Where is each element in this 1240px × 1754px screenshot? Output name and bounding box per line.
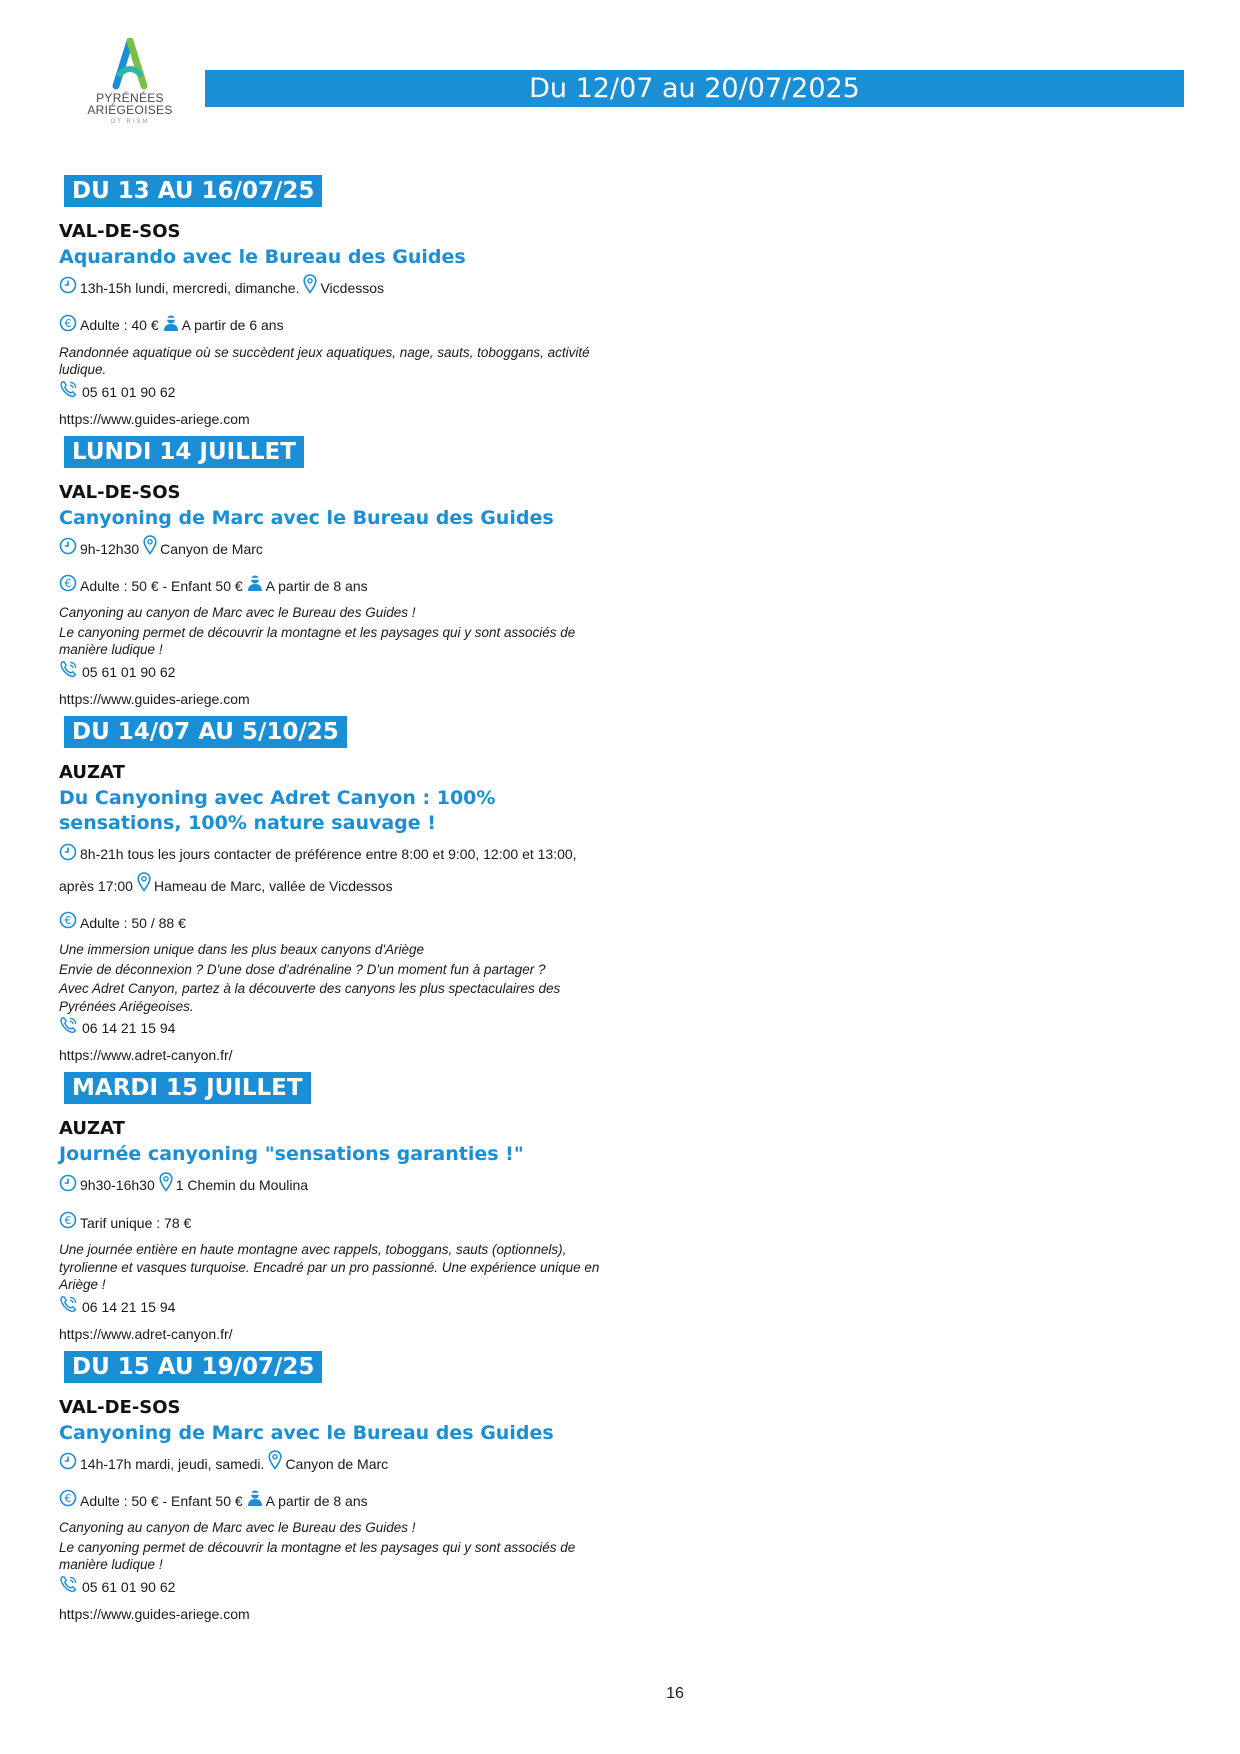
events-list: [59, 175, 619, 1631]
event-card: [59, 436, 619, 712]
event-card: [59, 1072, 619, 1346]
brand-logo: [70, 38, 190, 138]
svg-text:€: €: [64, 1492, 72, 1506]
event-card: [59, 1351, 619, 1627]
event-price-row: [59, 908, 619, 939]
event-title: Aquarando avec le Bureau des Guides: [59, 246, 466, 268]
clock-icon: [59, 1450, 77, 1480]
clock-icon: [59, 274, 77, 304]
event-location: Hameau de Marc, vallée de Vicdessos: [153, 877, 393, 894]
location-pin-icon: [303, 274, 317, 304]
event-description-line: Le canyoning permet de découvrir la montagne et les paysages qui y sont associés de manière ludique !: [59, 1539, 576, 1573]
event-date-badge: MARDI 15 JUILLET: [64, 1072, 311, 1104]
event-price: Adulte : 40 €: [80, 317, 159, 334]
brand-name-line1: PYRÉNÉES: [96, 91, 164, 105]
event-date-badge: DU 13 AU 16/07/25: [64, 175, 322, 207]
event-schedule-row: [59, 1170, 619, 1201]
event-description-line: Randonnée aquatique où se succèdent jeux aquatiques, nage, sauts, toboggans, activité ludique.: [59, 344, 590, 378]
event-title: Canyoning de Marc avec le Bureau des Guides: [59, 1421, 554, 1444]
event-description-line: Le canyoning permet de découvrir la montagne et les paysages qui y sont associés de manière ludique !: [59, 624, 576, 658]
event-title: Du Canyoning avec Adret Canyon : 100% sensations, 100% nature sauvage !: [59, 787, 496, 835]
event-description-line: Une journée entière en haute montagne avec rappels, toboggans, sauts (optionnels), tyrolienne et vasques turquoise. Encadré par un pro passionné. Une expérience unique en Ariège !: [59, 1242, 600, 1293]
phone-icon: [59, 1295, 79, 1321]
event-location: Vicdessos: [320, 280, 385, 296]
event-schedule-row: [59, 1449, 619, 1480]
svg-text:€: €: [64, 914, 72, 928]
euro-icon: [59, 572, 77, 602]
brand-mark-icon: [108, 38, 152, 92]
location-pin-icon: [159, 1172, 173, 1202]
event-title: Canyoning de Marc avec le Bureau des Guides: [59, 506, 554, 529]
event-description-line: Canyoning au canyon de Marc avec le Bureau des Guides !: [59, 1520, 416, 1536]
phone-icon: [59, 1016, 79, 1042]
phone-icon: [59, 380, 79, 406]
event-url-link[interactable]: https://www.adret-canyon.fr/: [59, 1047, 233, 1064]
person-icon: [163, 312, 179, 342]
event-town: AUZAT: [59, 762, 125, 784]
event-town: VAL-DE-SOS: [59, 481, 181, 503]
event-phone[interactable]: 06 14 21 15 94: [82, 1020, 176, 1037]
clock-icon: [59, 841, 77, 871]
event-schedule: 8h-21h tous les jours contacter de préférence entre 8:00 et 9:00, 12:00 et 13:00,: [80, 846, 577, 863]
location-pin-icon: [143, 535, 157, 565]
event-date-badge: DU 14/07 AU 5/10/25: [64, 716, 347, 748]
event-schedule: 9h30-16h30: [80, 1177, 155, 1194]
event-town: VAL-DE-SOS: [59, 221, 181, 242]
event-phone-row: [59, 1294, 619, 1321]
event-description-line: Envie de déconnexion ? D'une dose d'adrénaline ? D'un moment fun à partager ?: [59, 961, 546, 977]
euro-icon: [59, 312, 77, 342]
euro-icon: [59, 1209, 77, 1239]
event-date-badge: LUNDI 14 JUILLET: [64, 436, 304, 468]
clock-icon: [59, 535, 77, 565]
event-phone[interactable]: 05 61 01 90 62: [82, 663, 176, 680]
euro-icon: [59, 1487, 77, 1517]
event-price-row: [59, 310, 619, 341]
event-card: [59, 716, 619, 1068]
event-price-row: [59, 1208, 619, 1239]
event-price-row: [59, 571, 619, 602]
event-price: Adulte : 50 € - Enfant 50 €: [80, 1493, 243, 1510]
person-icon: [247, 1487, 263, 1517]
event-schedule-row-2: [59, 871, 619, 902]
header-date-range: Du 12/07 au 20/07/2025: [205, 70, 1184, 107]
event-url-link[interactable]: https://www.guides-ariege.com: [59, 691, 250, 708]
event-price: Adulte : 50 € - Enfant 50 €: [80, 578, 243, 595]
event-phone[interactable]: 06 14 21 15 94: [82, 1298, 176, 1315]
svg-text:€: €: [64, 1214, 72, 1228]
location-pin-icon: [268, 1450, 282, 1480]
event-phone-row: [59, 659, 619, 686]
event-description-line: Canyoning au canyon de Marc avec le Bureau des Guides !: [59, 605, 416, 621]
event-age: A partir de 8 ans: [265, 578, 368, 595]
clock-icon: [59, 1172, 77, 1202]
event-phone-row: [59, 1574, 619, 1601]
event-price: Adulte : 50 / 88 €: [80, 914, 186, 931]
event-age: A partir de 8 ans: [265, 1493, 368, 1510]
event-url-link[interactable]: https://www.adret-canyon.fr/: [59, 1325, 233, 1342]
event-location: Canyon de Marc: [285, 1455, 389, 1472]
event-schedule-row: [59, 839, 619, 870]
euro-icon: [59, 909, 77, 939]
event-price-row: [59, 1486, 619, 1517]
event-schedule-row: [59, 534, 619, 565]
brand-name-line3: OT RISM: [110, 119, 150, 125]
event-location: 1 Chemin du Moulina: [175, 1177, 309, 1194]
event-url-link[interactable]: https://www.guides-ariege.com: [59, 410, 250, 427]
event-description-line: Avec Adret Canyon, partez à la découverte des canyons les plus spectaculaires des Pyrénées Ariégeoises.: [59, 981, 561, 1014]
event-date-badge: DU 15 AU 19/07/25: [64, 1351, 322, 1383]
svg-text:€: €: [64, 577, 72, 591]
event-location: Canyon de Marc: [160, 540, 263, 557]
event-phone-row: [59, 379, 619, 406]
event-phone[interactable]: 05 61 01 90 62: [82, 1578, 176, 1595]
event-card: [59, 175, 619, 432]
svg-text:€: €: [64, 316, 72, 330]
location-pin-icon: [137, 872, 151, 902]
event-schedule-continued: après 17:00: [59, 877, 133, 894]
person-icon: [247, 572, 263, 602]
event-town: VAL-DE-SOS: [59, 1396, 181, 1418]
page-number: 16: [666, 1685, 684, 1702]
event-phone[interactable]: 05 61 01 90 62: [82, 383, 176, 400]
phone-icon: [59, 660, 79, 686]
event-title: Journée canyoning "sensations garanties !": [59, 1143, 524, 1166]
event-price: Tarif unique : 78 €: [80, 1214, 192, 1231]
brand-name-line2: ARIÉGEOISES: [87, 103, 173, 117]
event-age: A partir de 6 ans: [181, 317, 284, 334]
event-schedule: 9h-12h30: [80, 540, 140, 557]
event-schedule-row: [59, 273, 619, 304]
event-url-link[interactable]: https://www.guides-ariege.com: [59, 1606, 250, 1623]
event-description-line: Une immersion unique dans les plus beaux canyons d'Ariège: [59, 942, 425, 958]
event-phone-row: [59, 1015, 619, 1042]
event-town: AUZAT: [59, 1118, 125, 1140]
event-schedule: 14h-17h mardi, jeudi, samedi.: [80, 1455, 265, 1472]
phone-icon: [59, 1575, 79, 1601]
event-schedule: 13h-15h lundi, mercredi, dimanche.: [80, 280, 300, 296]
